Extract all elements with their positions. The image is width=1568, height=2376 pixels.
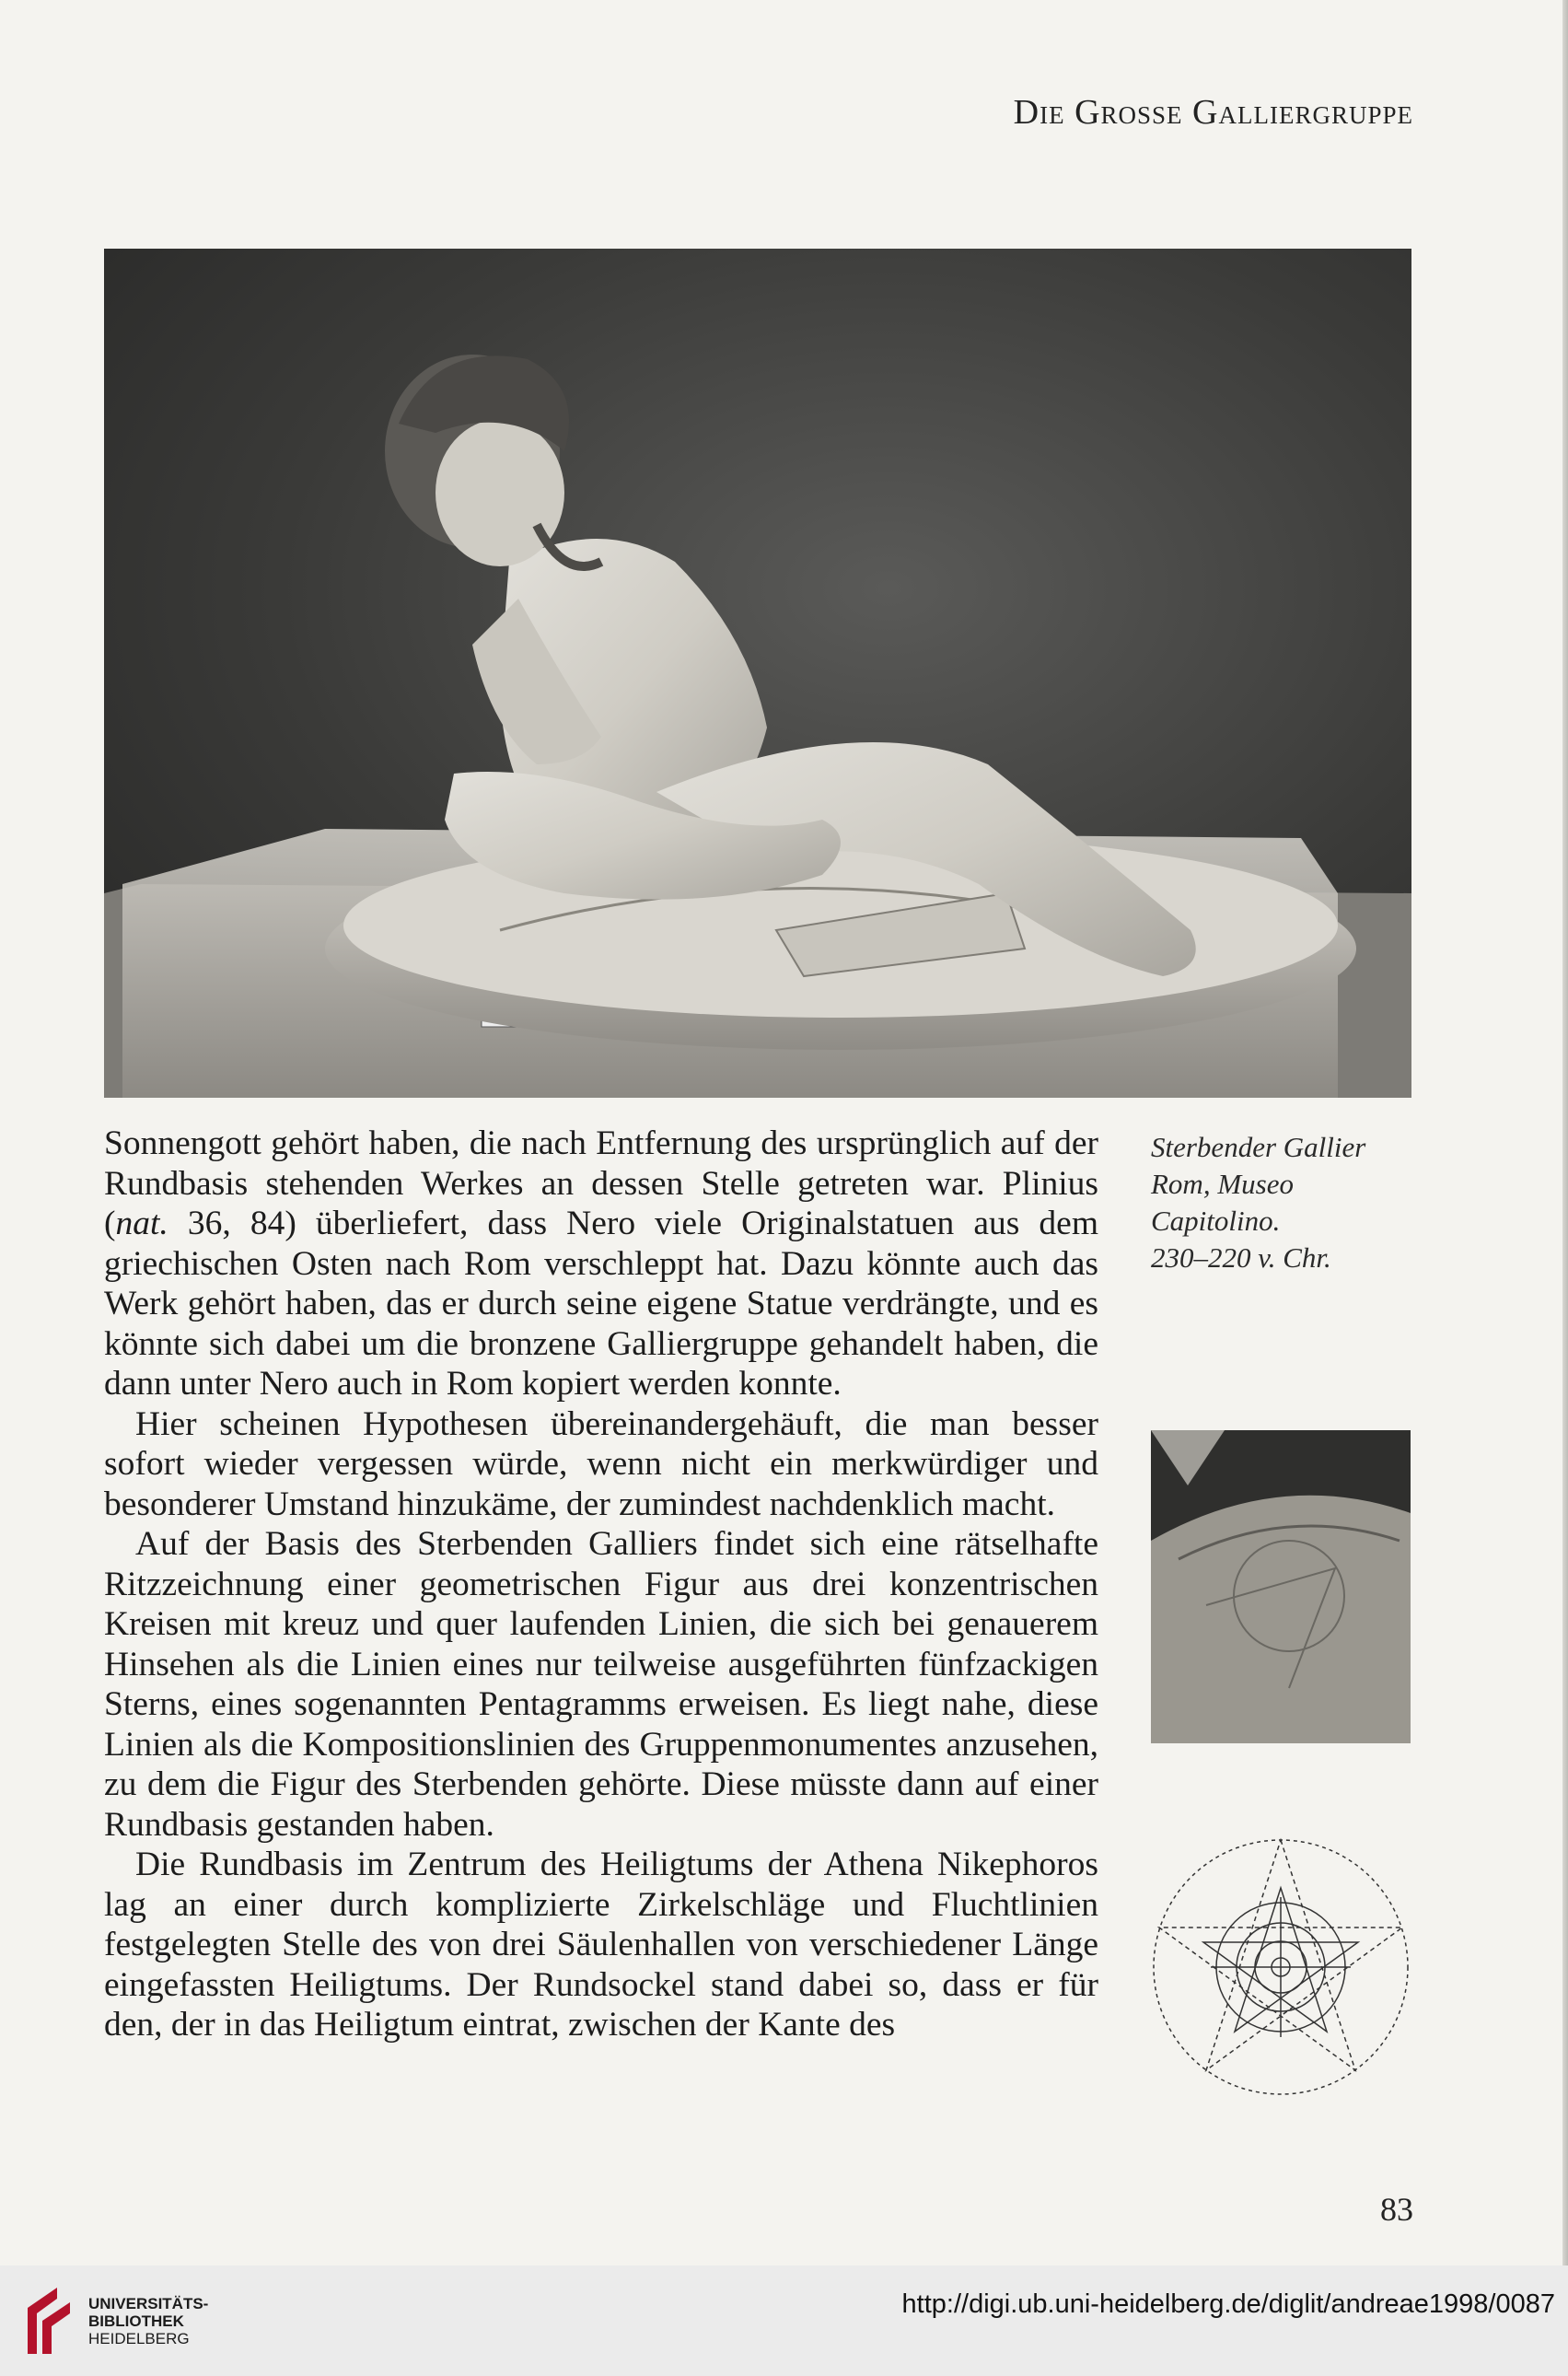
incised-base-detail	[1151, 1430, 1411, 1743]
dying-gaul-photo	[104, 249, 1411, 1098]
pentagram-composition-drawing	[1146, 1833, 1415, 2102]
library-name: UNIVERSITÄTS- BIBLIOTHEK HEIDELBERG	[88, 2295, 209, 2347]
figure-caption: Sterbender Gallier Rom, Museo Capitolino. 230–220 v. Chr.	[1151, 1131, 1366, 1274]
page-number: 83	[1380, 2191, 1413, 2228]
page-edge	[1562, 0, 1568, 2265]
source-url-link[interactable]: http://digi.ub.uni-heidelberg.de/diglit/andreae1998/0087	[901, 2289, 1555, 2319]
digitization-footer	[0, 2265, 1568, 2376]
paragraph-3: Auf der Basis des Sterbenden Galliers findet sich eine rätselhafte Ritzzeichnung einer geometrischen Figur aus drei konzentrischen Kreisen mit kreuz und quer laufenden Linien, die sich bei genauerem Hinsehen als die Linien eines nur teilweise ausgeführten fünfzackigen Sterns, eines sogenannten Pentagramms erweisen. Es liegt nahe, diese Linien als die Kompositionslinien des Gruppenmonumentes anzusehen, zu dem die Figur des Sterbenden gehörte. Diese müsste dann auf einer Rundbasis gestanden haben.	[104, 1525, 1098, 1844]
paragraph-4: Die Rundbasis im Zentrum des Heiligtums der Athena Nikephoros lag an einer durch komplizierte Zirkelschläge und Fluchtlinien festgelegten Stelle des von drei Säulenhallen von verschiedener Länge eingefassten Heiligtums. Der Rundsockel stand dabei so, dass er für den, der in das Heiligtum eintrat, zwischen der Kante des	[104, 1846, 1098, 2044]
body-text	[104, 1124, 1098, 2045]
paragraph-1: Sonnengott gehört haben, die nach Entfernung des ursprünglich auf der Rundbasis stehenden Werkes an dessen Stelle getreten war. Plinius (nat. 36, 84) überliefert, dass Nero viele Originalstatuen aus dem griechischen Osten nach Rom verschleppt hat. Dazu könnte auch das Werk gehört haben, das er durch seine eigene Statue verdrängte, und es könnte sich dabei um die bronzene Galliergruppe gehandelt haben, die dann unter Nero auch in Rom kopiert werden konnte.	[104, 1124, 1098, 1403]
pentagram-diagram	[1146, 1833, 1415, 2102]
paragraph-2: Hier scheinen Hypothesen übereinandergehäuft, die man besser sofort wieder vergessen würde, wenn nicht ein merkwürdiger und besonderer Umstand hinzukäme, der zumindest nachdenklich macht.	[104, 1404, 1098, 1523]
sculpture-illustration	[104, 249, 1411, 1098]
university-library-logo-icon	[20, 2280, 77, 2359]
base-detail-photo	[1151, 1430, 1411, 1743]
citation-italic: nat.	[115, 1205, 168, 1242]
running-head: Die Grosse Galliergruppe	[1013, 93, 1413, 132]
